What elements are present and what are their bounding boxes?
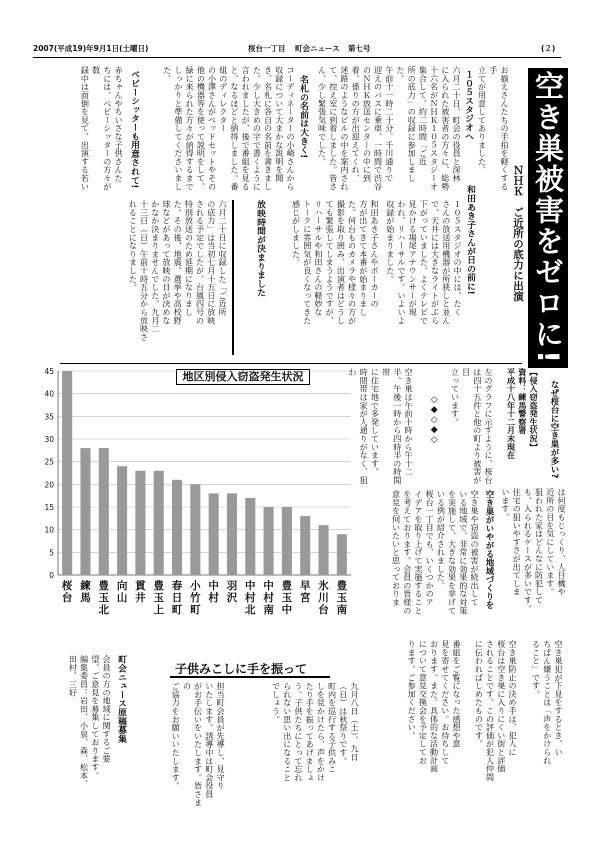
y-tick-label: 5 bbox=[49, 548, 54, 558]
text-line: について意見交換会を予定してお bbox=[418, 640, 429, 765]
x-tick-label: 中 bbox=[245, 580, 256, 592]
x-tick-label: 貫 bbox=[135, 580, 146, 592]
x-tick-label: 南 bbox=[263, 604, 274, 616]
text-line: 収録について大まかな説明を聞 bbox=[274, 66, 285, 183]
y-tick-label: 40 bbox=[44, 389, 54, 399]
bar bbox=[264, 507, 274, 575]
bar bbox=[172, 480, 182, 575]
text-line: う。子供たちにとって忘れ bbox=[293, 682, 304, 782]
text-line: られない思い出になること bbox=[282, 682, 293, 782]
text-line: 見を寄せてください。お待ちして bbox=[440, 640, 451, 765]
bar bbox=[300, 516, 310, 575]
x-tick-label: 春 bbox=[171, 580, 183, 592]
text-line: を考えております。会員の皆様の bbox=[402, 490, 413, 615]
text-line: 九月八日（土）、九日 bbox=[350, 682, 360, 761]
text-line: 十六名がＮＨＫ１０５スタジーオ bbox=[429, 66, 440, 191]
x-tick-label: 川 bbox=[318, 592, 329, 604]
bar bbox=[135, 471, 145, 575]
stats-header bbox=[497, 368, 539, 508]
x-tick-label: 玉 bbox=[281, 592, 293, 604]
x-tick-label: 中 bbox=[263, 580, 274, 592]
x-tick-label: 村 bbox=[245, 592, 256, 604]
x-tick-label: 北 bbox=[245, 604, 256, 616]
x-tick-label: 井 bbox=[135, 592, 146, 604]
x-tick-label: 豊 bbox=[153, 580, 164, 592]
text-line: ても緊張してしまうようですが、 bbox=[325, 200, 336, 325]
bar bbox=[209, 493, 219, 575]
right-col-2 bbox=[520, 640, 564, 810]
x-tick-label: 村 bbox=[208, 592, 219, 604]
text-line: イデアを取り上げて実施すること bbox=[413, 490, 424, 615]
y-tick-label: 45 bbox=[44, 367, 54, 376]
kids-rule bbox=[170, 676, 330, 678]
y-tick-label: 20 bbox=[44, 480, 54, 490]
town-body bbox=[380, 490, 480, 630]
text-line: 田村、三好 bbox=[68, 655, 79, 697]
nhk-intro bbox=[477, 66, 510, 196]
text-line: されることです。この評価が犯人仲間 bbox=[485, 640, 496, 782]
text-line: で、天井には大きなライトがぶら bbox=[430, 200, 441, 325]
x-tick-label: 豊 bbox=[336, 580, 348, 592]
text-line: 着。係りの方が出迎えてくれ、 bbox=[351, 66, 362, 183]
text-line: の底力」は当初七月十五日に放映 bbox=[206, 200, 217, 325]
stats-body bbox=[450, 368, 494, 488]
diamond-separator: ◇◆◇◆◇ bbox=[429, 395, 440, 445]
text-line: 近所の目を気にしています。 bbox=[545, 488, 556, 596]
text-line: た。 bbox=[162, 66, 173, 83]
studio-title: １０５スタジオへ bbox=[463, 70, 473, 141]
y-tick-label: 10 bbox=[44, 525, 54, 535]
text-line: 特別放送のため延期になりまし bbox=[184, 200, 195, 317]
text-line: と、なるほどと納得しました。番 bbox=[229, 66, 240, 191]
text-line: がお手伝いをいたします。皆さまの bbox=[182, 682, 204, 807]
x-tick-label: 早 bbox=[299, 580, 311, 592]
text-line: き、名札に各自の名前を書きまし bbox=[263, 66, 274, 191]
text-line: 立っています。 bbox=[450, 368, 461, 427]
kids-body bbox=[230, 682, 360, 812]
studio-body bbox=[317, 66, 462, 196]
broadcast-divider bbox=[232, 200, 234, 355]
text-line: われ、リハーサルです。いよいよ bbox=[396, 200, 407, 325]
text-line: 感じがしました。 bbox=[291, 200, 302, 267]
x-tick-label: 中 bbox=[281, 604, 293, 616]
text-line: 空き巣防止の決め手は、犯人に bbox=[508, 640, 518, 757]
text-line: 六月二十日、町会の役員と深林 bbox=[452, 66, 462, 183]
text-line: ん、少し緊張気味でした。 bbox=[317, 66, 328, 166]
bar bbox=[245, 498, 255, 575]
x-tick-label: 豊 bbox=[98, 580, 110, 592]
text-line: は四十五件と他の町より被害が目 bbox=[461, 368, 483, 485]
text-line: 和田あき子さんやボーカーの bbox=[370, 200, 380, 308]
x-tick-label: 南 bbox=[336, 604, 348, 616]
text-line: 方が出てきて本番が始まりまし bbox=[358, 200, 369, 317]
bar bbox=[337, 534, 347, 575]
x-tick-label: 北 bbox=[98, 604, 110, 616]
text-line: は何度もじっくり、人目機や bbox=[557, 488, 567, 596]
text-line: 録中は面倒を見て、出演する若い bbox=[80, 66, 91, 191]
text-line: て、控え室に到着しました。皆さ bbox=[328, 66, 339, 191]
text-line: 住宅の狙いやすさが出てしま bbox=[512, 488, 523, 596]
y-tick-label: 30 bbox=[44, 435, 54, 444]
bar bbox=[80, 448, 90, 575]
kids-title: 子供みこしに手を振って bbox=[175, 662, 308, 676]
x-tick-label: 小 bbox=[190, 580, 201, 592]
text-line: 狙われた家はどんなに防犯して bbox=[534, 488, 545, 605]
bar bbox=[99, 448, 109, 575]
x-tick-label: 山 bbox=[116, 592, 128, 604]
text-line: た。その後、地震、選挙や高校野 bbox=[173, 200, 184, 325]
broadcast-body bbox=[80, 200, 228, 350]
nhk-body-1 bbox=[385, 200, 463, 350]
text-line: いたします。誘導中は町会役員 bbox=[204, 682, 215, 799]
text-line: お揃えさんたちの手拍を軽くする手 bbox=[488, 66, 510, 191]
text-line: 空き巣犯が下見をするとき、い bbox=[554, 640, 564, 757]
y-tick-label: 25 bbox=[44, 457, 54, 467]
text-line: 左のグラフに示すように、桜台 bbox=[484, 368, 494, 485]
text-line: コーディネーターの小崎さんから bbox=[286, 66, 296, 191]
text-line: に入られた被害者の方々に、総勢 bbox=[440, 66, 451, 191]
x-tick-label: 豊 bbox=[281, 580, 293, 592]
x-tick-label: 中 bbox=[208, 580, 219, 592]
bar bbox=[318, 525, 328, 575]
stats-period: 平成十八年十二月末現在 bbox=[506, 368, 517, 460]
banner-subtitle: なぜ桜台に空き巣が多い? bbox=[549, 380, 559, 479]
text-line: 午前十一時二十分、千川通りで bbox=[384, 66, 395, 183]
text-line: 緑に来られた方々が納得するまで bbox=[185, 66, 196, 191]
text-line: 収録が始まりました。 bbox=[385, 200, 396, 283]
stats-times bbox=[347, 368, 414, 488]
text-line: トークに雰囲気が良くなってきた bbox=[302, 200, 313, 325]
text-line: 迷路のようなビルの中を案内され bbox=[339, 66, 350, 191]
text-line: おります。また、具体的な活動計画 bbox=[429, 640, 440, 773]
recruit-title: 町会ニュース原稿募集 bbox=[116, 655, 126, 743]
page-header bbox=[33, 43, 561, 57]
text-line: 所の底力」の収録に参加しました。 bbox=[395, 66, 418, 183]
x-tick-label: 上 bbox=[153, 604, 164, 616]
text-line: 迎えのバスに乗車、一時間で渋谷 bbox=[373, 66, 384, 191]
x-tick-label: 日 bbox=[171, 592, 183, 604]
text-line: ちばん嫌うことは「声をかけられ bbox=[542, 640, 553, 765]
text-line: 赤ちゃんやちいさな子供さんた bbox=[114, 66, 124, 183]
text-line: 他の機器等を使って説明をして、 bbox=[196, 66, 207, 191]
text-line: れることになりました。 bbox=[128, 200, 139, 292]
text-line: いる例が紹介されました。 bbox=[436, 490, 447, 590]
text-line: に伝わればしめたものです。 bbox=[474, 640, 485, 748]
bar bbox=[154, 471, 164, 575]
bar-chart bbox=[33, 363, 355, 635]
text-line: たり手を振ってあげましょ bbox=[305, 682, 316, 782]
stats-title: 【侵入窃盗発生状況】 bbox=[529, 368, 539, 451]
nhk-body-2 bbox=[280, 200, 380, 350]
nafuda-body bbox=[156, 66, 296, 196]
y-tick-label: 0 bbox=[49, 571, 54, 580]
kids-body-2 bbox=[168, 682, 226, 812]
right-col-3 bbox=[468, 640, 518, 810]
x-tick-label: 練 bbox=[80, 580, 91, 592]
text-line: 望、ご意見を募集しております。 bbox=[90, 655, 101, 780]
x-tick-label: 町 bbox=[171, 604, 183, 616]
right-col-4 bbox=[400, 640, 462, 810]
x-tick-label: 沢 bbox=[226, 592, 238, 604]
text-line: の小澤さんがベッドセットやその bbox=[207, 66, 218, 191]
bar bbox=[227, 493, 237, 575]
text-line: リハーサルや和田さんの軽妙な bbox=[313, 200, 324, 317]
x-tick-label: 玉 bbox=[336, 592, 348, 604]
paper-name: 町会ニュース bbox=[295, 44, 340, 53]
x-tick-label: 宮 bbox=[299, 592, 311, 604]
text-line: 意見を伺いたいと思っておりま bbox=[391, 490, 402, 607]
x-tick-label: 台 bbox=[61, 592, 73, 604]
text-line: 空き巣は午前十時から午十二 bbox=[404, 368, 414, 476]
x-tick-label: 桜 bbox=[61, 580, 73, 592]
text-line: 球などがあって放映の日が決めな bbox=[161, 200, 172, 325]
text-line: 立てが用意してありました。 bbox=[477, 66, 488, 174]
text-line: 組のディレクター bbox=[218, 66, 229, 133]
text-line: 町内を巡行する子供みこ bbox=[327, 682, 338, 774]
text-line: ちには、ベビーシッターの方々が数 bbox=[91, 66, 113, 191]
x-tick-label: 台 bbox=[318, 604, 329, 616]
text-line: 桜台一丁目でも、いくつかのア bbox=[425, 490, 436, 607]
babysitter-title: ベビーシッターも用意されて! bbox=[129, 70, 139, 189]
text-line: 集合して、約二時間「ご近 bbox=[418, 66, 429, 166]
text-line: １０５スタジオの中には、たく bbox=[453, 200, 463, 317]
text-line: た。何台ものカメラや様々の方が bbox=[347, 200, 358, 325]
nhk-subtitle: 和田あき子さんが日の前に! bbox=[465, 185, 475, 295]
text-line: ること」です。 bbox=[531, 640, 542, 699]
x-tick-label: 村 bbox=[263, 592, 274, 604]
text-line: 十三日（日）午前十時五分から放映さ bbox=[139, 200, 150, 342]
text-line: しを見かけたら、声をかけ bbox=[316, 682, 327, 782]
text-line: （日）は秋祭りです。 bbox=[338, 682, 349, 765]
text-line: かなか決まりませんでした。九月二 bbox=[150, 200, 161, 333]
text-line: ご協力をお願いいたします。 bbox=[171, 682, 182, 790]
broadcast-title: 放映時間が決まりました bbox=[255, 200, 265, 297]
bar bbox=[62, 371, 72, 575]
bar bbox=[282, 507, 292, 575]
text-line: いる地域で、非常に効果的な対策 bbox=[458, 490, 469, 615]
text-line: 時間帯は家が人通りがなく、狙わ bbox=[347, 368, 370, 485]
text-line: 撮影を取り囲み、出演者はどうし bbox=[336, 200, 347, 325]
x-tick-label: 玉 bbox=[153, 592, 164, 604]
x-tick-label: 竹 bbox=[190, 592, 201, 604]
bar bbox=[190, 484, 200, 575]
recruit-body bbox=[60, 655, 112, 805]
text-line: のＮＨＫ放送センターの中に到 bbox=[362, 66, 373, 183]
chart-title: 地区別侵入窃盗発生状況 bbox=[176, 369, 310, 385]
x-tick-label: 町 bbox=[190, 604, 201, 616]
right-col-1 bbox=[497, 488, 567, 628]
y-tick-label: 15 bbox=[44, 503, 54, 512]
nhk-title: ＮＨＫ ご近所の底力に出演 bbox=[512, 165, 524, 302]
text-line: でしょう。 bbox=[271, 682, 282, 724]
bar bbox=[117, 466, 127, 575]
text-line: 半、午後一時から四時半の時間帯 bbox=[381, 368, 403, 485]
nafuda-title: 名札の名前は大きく! bbox=[298, 75, 308, 159]
text-line: 六月二十日に収録した「ご近所 bbox=[218, 200, 228, 317]
text-line: 番組をご覧になった感想や意 bbox=[452, 640, 462, 748]
x-tick-label: 向 bbox=[116, 580, 128, 592]
stats-source: 資料：練馬警察署 bbox=[517, 368, 528, 435]
chome-label: 桜台一丁目 bbox=[248, 44, 286, 53]
text-line: た。少し大きめの字で書くように bbox=[252, 66, 263, 191]
main-banner: 空き巣被害をゼロに! bbox=[528, 68, 568, 368]
text-line: 担当町会員が先導し、見守り bbox=[216, 682, 226, 790]
town-title: 空き巣がいやがる地域づくりを bbox=[484, 490, 494, 609]
x-tick-label: 羽 bbox=[226, 580, 238, 592]
text-line: 会員の方の地域に関するご要 bbox=[102, 655, 112, 763]
text-line: 空き巣や窃盗の被害が続出して bbox=[470, 490, 480, 607]
header-rule bbox=[33, 57, 561, 58]
text-line: も、入られるケースが多いです。 bbox=[523, 488, 534, 613]
text-line: ります。ご参加ください。 bbox=[407, 640, 418, 740]
text-line: される予定でしたが、台風四号の bbox=[195, 200, 206, 325]
x-tick-label: 馬 bbox=[80, 592, 91, 604]
issue-number: 第七号 bbox=[348, 44, 371, 53]
text-line: さんの放送用機器が所狭しと並ん bbox=[441, 200, 452, 325]
x-tick-label: 玉 bbox=[98, 592, 110, 604]
issue-date: 2007(平成19)年9月1日(土曜日) bbox=[33, 44, 149, 53]
text-line: しっかりと準備してくださいまし bbox=[173, 66, 184, 191]
x-tick-label: 氷 bbox=[318, 580, 329, 592]
page-number: (２) bbox=[541, 44, 556, 53]
babysitter-body bbox=[80, 66, 124, 196]
text-line: に住宅地で多発しています。 bbox=[370, 368, 381, 476]
text-line: 見かける場尾アナウンサーが現 bbox=[408, 200, 419, 317]
text-line: 下がっていました。よくテレビで bbox=[419, 200, 430, 325]
text-line: を実施して、大きな効果を挙げて bbox=[447, 490, 458, 615]
y-tick-label: 35 bbox=[44, 412, 54, 422]
text-line: います。 bbox=[500, 488, 511, 522]
text-line: 編集委員：岩田、小泉、森、松本、 bbox=[79, 655, 90, 788]
text-line: 桜台は空き巣に入りにくい街と評価 bbox=[496, 640, 507, 773]
text-line: 言われましたが、後で番組を見る bbox=[241, 66, 252, 191]
